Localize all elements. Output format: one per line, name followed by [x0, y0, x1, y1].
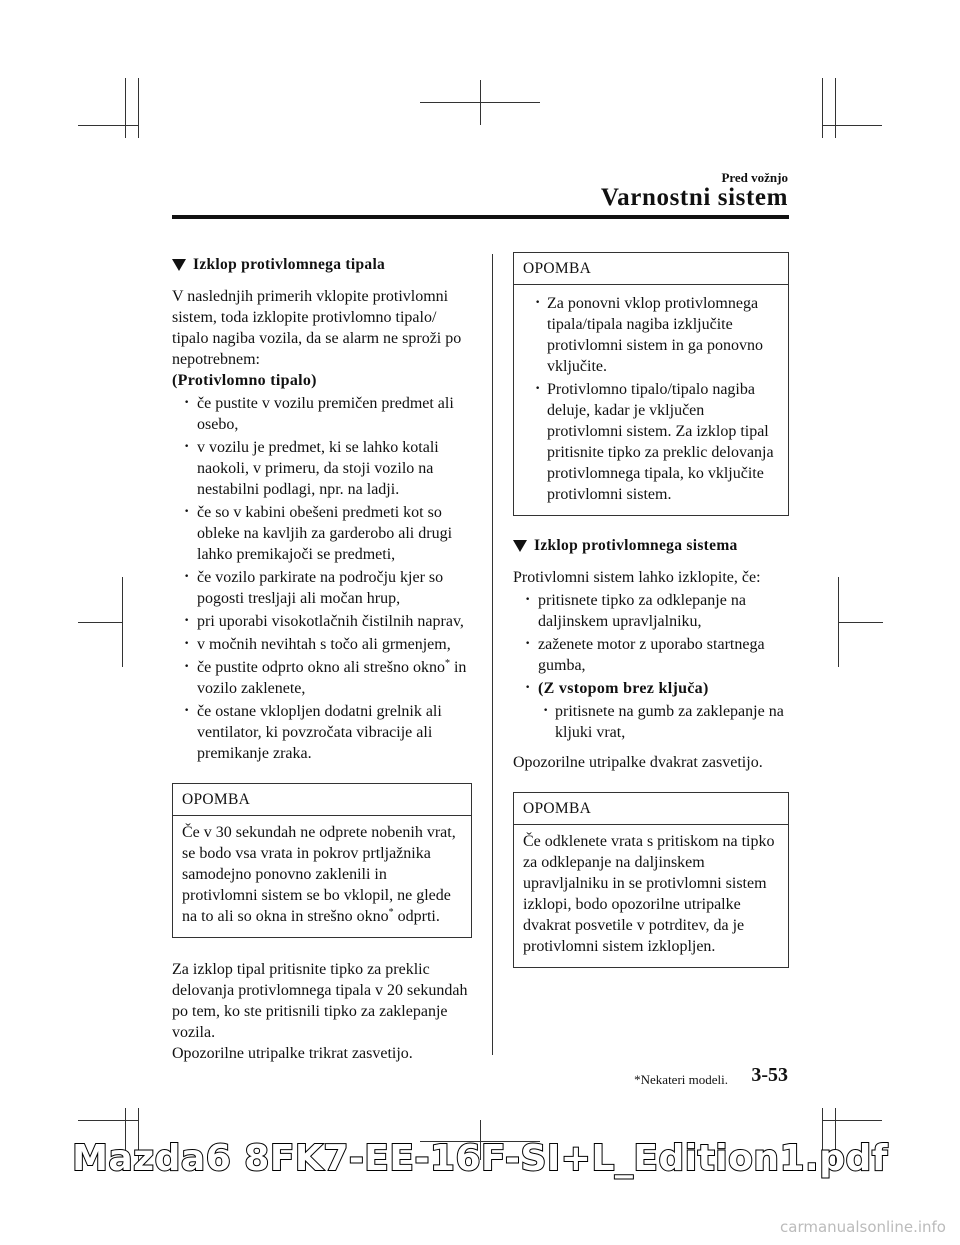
list-item: · če vozilo parkirate na področju kjer so pogosti tresljaji ali močan hrup, — [172, 567, 472, 609]
footnote: *Nekateri modeli. — [634, 1072, 728, 1087]
cancel-paragraph: Za izklop tipal pritisnite tipko za preklic delovanja protivlomnega tipala v 20 sekundah po tem, ko ste pritisnili tipko za zaklepanje vozila. — [172, 961, 468, 1041]
note-body: Če odklenete vrata s pritiskom na tipko za odklepanje na daljinskem upravljalniku in se protivlomni sistem izklopi, bodo opozorilne utripalke dvakrat posvetile v potrditev, da je protivlomni sistem izklopljen. — [523, 833, 775, 955]
note-box — [172, 783, 472, 938]
footnote-star: * — [388, 907, 394, 918]
right-column — [513, 252, 789, 968]
triangle-marker-icon — [172, 259, 186, 271]
list-item: · če ostane vklopljen dodatni grelnik ali ventilator, ki povzročata vibracije ali premikanje zraka. — [172, 701, 472, 764]
heading-text: Izklop protivlomnega tipala — [193, 256, 386, 273]
column-divider — [492, 254, 493, 1055]
intro-paragraph: V naslednjih primerih vklopite protivlomni sistem, toda izklopite protivlomno tipalo/ tipalo nagiba vozila, da se alarm ne sproži po nepotrebnem: — [172, 288, 462, 368]
list-item: · Protivlomno tipalo/tipalo nagiba deluje, kadar je vključen protivlomni sistem. Za izklop tipal pritisnite tipko za preklic delovanja protivlomnega tipala, ko vključite protivlomni sistem. — [523, 379, 779, 505]
note-box — [513, 792, 789, 968]
chapter-title: Varnostni sistem — [600, 184, 788, 211]
list-item-keyless: · (Z vstopom brez ključa) — [513, 678, 789, 699]
intro-paragraph: Protivlomni sistem lahko izklopite, če: — [513, 569, 761, 586]
list-item: · v vozilu je predmet, ki se lahko kotali naokoli, v primeru, da stoji vozilo na nestabilni podlagi, npr. na ladji. — [172, 437, 472, 500]
heading-text: Izklop protivlomnega sistema — [534, 537, 738, 554]
note-title: OPOMBA — [514, 793, 788, 825]
left-column — [172, 254, 472, 1064]
triangle-marker-icon — [513, 540, 527, 552]
header-rule — [172, 215, 789, 219]
page-number: 3-53 — [751, 1064, 788, 1086]
list-item: · če pustite v vozilu premičen predmet ali osebo, — [172, 393, 472, 435]
hazard-paragraph: Opozorilne utripalke trikrat zasvetijo. — [172, 1045, 413, 1062]
note-body — [514, 285, 788, 515]
list-item: · Za ponovni vklop protivlomnega tipala/tipala nagiba izključite protivlomni sistem in ga ponovno vključite. — [523, 293, 779, 377]
note-body: Če v 30 sekundah ne odprete nobenih vrat, se bodo vsa vrata in pokrov prtljažnika samodejno ponovno zaklenili in protivlomni sistem se bo vklopil, ne glede na to ali so okna in strešno okno* odprti. — [182, 824, 456, 925]
note-title: OPOMBA — [173, 784, 471, 816]
list-item: · če so v kabini obešeni predmeti kot so obleke na kavljih za garderobo ali drugi lahko premikajoči se predmeti, — [172, 502, 472, 565]
note-box — [513, 252, 789, 516]
document-banner: Mazda6 8FK7-EE-16F-SI+L_Edition1.pdf — [72, 1138, 888, 1179]
list-item: · zaženete motor z uporabo startnega gumba, — [513, 634, 789, 676]
nested-list-item: · pritisnete na gumb za zaklepanje na kljuki vrat, — [513, 701, 789, 743]
list-item-window: · če pustite odprto okno ali strešno okno* in vozilo zaklenete, — [172, 657, 472, 699]
section-label: Pred vožnjo — [721, 170, 788, 185]
list-item: · pritisnete tipko za odklepanje na daljinskem upravljalniku, — [513, 590, 789, 632]
list-item: · pri uporabi visokotlačnih čistilnih naprav, — [172, 611, 472, 632]
hazard-paragraph: Opozorilne utripalke dvakrat zasvetijo. — [513, 754, 763, 771]
heading-sensor-off — [172, 254, 472, 275]
watermark: carmanualsonline.info — [780, 1218, 946, 1236]
list-item: · v močnih nevihtah s točo ali grmenjem, — [172, 634, 472, 655]
note-title: OPOMBA — [514, 253, 788, 285]
heading-system-off — [513, 535, 789, 556]
footnote-star: * — [444, 658, 450, 669]
subheading-intrusion: (Protivlomno tipalo) — [172, 372, 317, 389]
